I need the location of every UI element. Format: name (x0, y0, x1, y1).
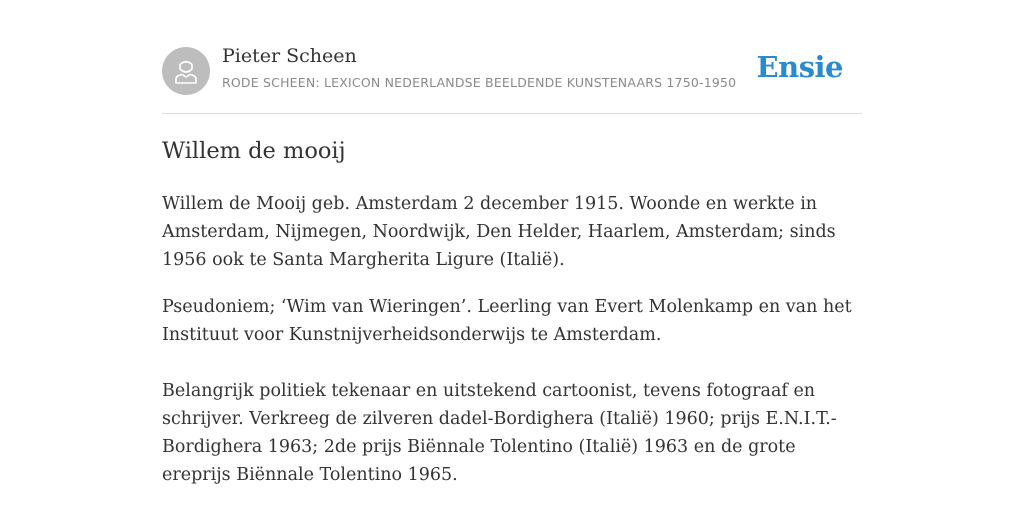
user-icon (171, 56, 201, 86)
page-title: Willem de mooij (162, 138, 346, 164)
author-name[interactable]: Pieter Scheen (222, 45, 357, 67)
source-title[interactable]: RODE SCHEEN: LEXICON NEDERLANDSE BEELDENDE KUNSTENAARS 1750-1950 (222, 75, 737, 90)
article-paragraph-3: Belangrijk politiek tekenaar en uitstekend cartoonist, tevens fotograaf en schrijver. Verkreeg de zilveren dadel-Bordighera (Italië) 1960; prijs E.N.I.T.-Bordighera 1963; 2de prijs Biënnale Tolentino (Italië) 1963 en de grote ereprijs Biënnale Tolentino 1965. (162, 381, 837, 485)
article-header (162, 0, 862, 114)
brand-logo[interactable]: Ensie (756, 50, 843, 84)
avatar[interactable] (162, 47, 210, 95)
article-card (162, 0, 862, 485)
article-paragraph-1: Willem de Mooij geb. Amsterdam 2 december 1915. Woonde en werkte in Amsterdam, Nijmegen, Noordwijk, Den Helder, Haarlem, Amsterdam; sinds 1956 ook te Santa Margherita Ligure (Italië). (162, 194, 836, 270)
article-paragraph-2: Pseudoniem; ‘Wim van Wieringen’. Leerling van Evert Molenkamp en van het Instituut voor Kunstnijverheidsonderwijs te Amsterdam. (162, 297, 852, 345)
